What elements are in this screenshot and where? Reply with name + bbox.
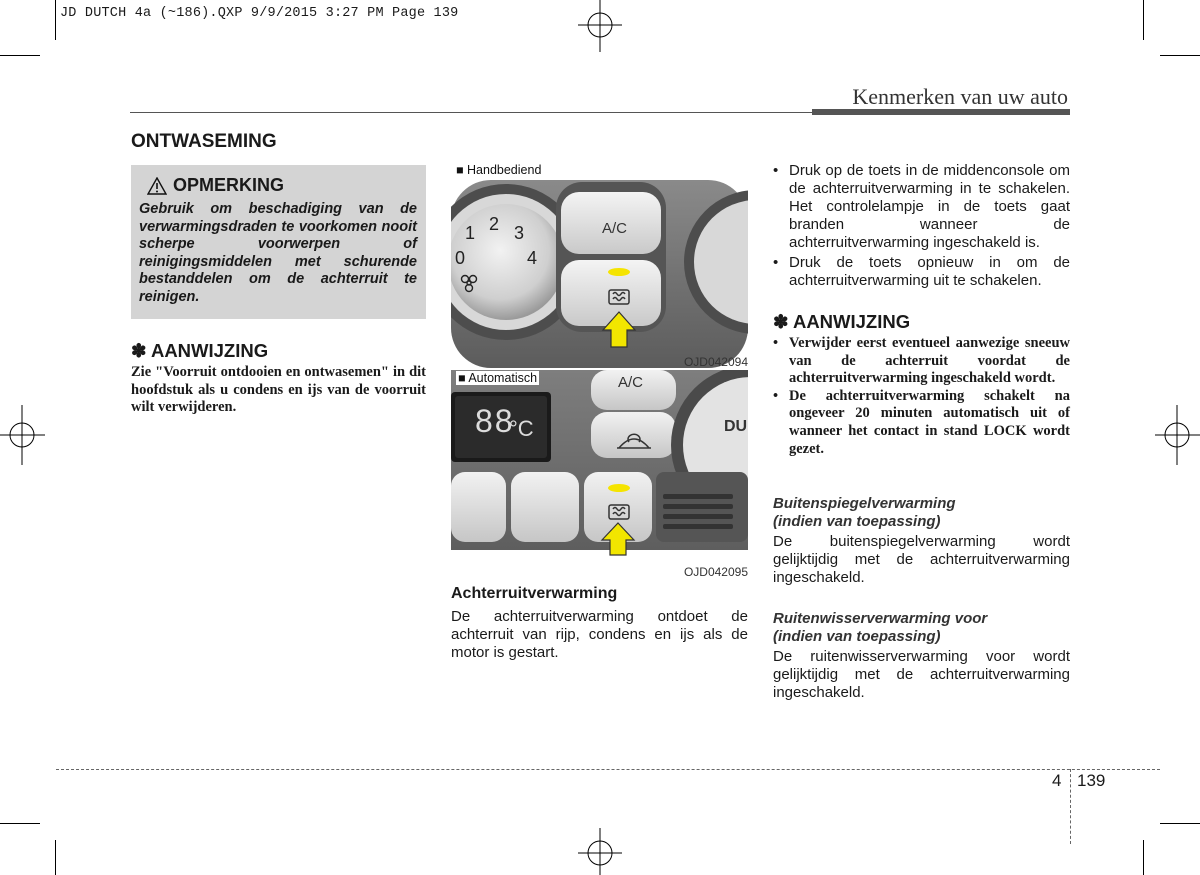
tip-right-title: ✽ AANWIJZING [773, 311, 911, 332]
ac-button-label: A/C [602, 220, 628, 237]
tip-left-body: Zie "Voorruit ontdooien en ontwasemen" in dit hoofdstuk als u condens en ijs van de voorruit wilt verwijderen. [131, 364, 426, 416]
crop-mark [1143, 0, 1144, 40]
section-title: ONTWASEMING [131, 131, 277, 152]
notice-box [131, 165, 426, 319]
crop-mark [1160, 55, 1200, 56]
mirror-heading-2: (indien van toepassing) [773, 513, 941, 530]
registration-mark-top [570, 0, 630, 60]
registration-mark-right [1155, 405, 1200, 465]
manual-climate-panel-image [451, 162, 748, 368]
list-item: • De achterruitverwarming schakelt na ongeveer 20 minuten automatisch uit of wanneer het contact in stand LOCK wordt gezet. [773, 388, 1070, 458]
footer-dashed-rule [56, 769, 1160, 770]
knob-number-3: 3 [514, 223, 525, 243]
rear-defrost-body: De achterruitverwarming ontdoet de achterruit van rijp, condens en ijs als de motor is gestart. [451, 608, 748, 661]
list-item: • Verwijder eerst eventueel aanwezige sneeuw van de achterruit voordat de achterruitverwarming ingeschakeld wordt. [773, 335, 1070, 388]
crop-mark [1160, 823, 1200, 824]
crop-mark [0, 55, 40, 56]
knob-label-dual: DU [724, 418, 748, 435]
photo-label-manual: ■ Handbediend [456, 163, 542, 177]
wiper-heading-1: Ruitenwisserverwarming voor [773, 610, 988, 627]
crop-mark [55, 840, 56, 875]
display-unit: °C [509, 416, 534, 441]
photo-label-automatic: ■ Automatisch [458, 371, 538, 385]
registration-mark-bottom [570, 820, 630, 875]
knob-number-2: 2 [489, 214, 500, 234]
crop-mark [55, 0, 56, 40]
display-digits: 88 [475, 403, 515, 439]
rear-defrost-bullets [773, 162, 1070, 290]
photo-manual [451, 162, 748, 368]
file-info: JD DUTCH 4a (~186).QXP 9/9/2015 3:27 PM Page 139 [60, 6, 459, 21]
knob-number-4: 4 [527, 248, 538, 268]
ac-button-label-auto: A/C [618, 374, 644, 391]
automatic-climate-panel-image [451, 370, 748, 580]
chapter-number: 4 [1052, 771, 1062, 790]
warning-triangle-icon [147, 177, 167, 195]
list-item: • Druk de toets opnieuw in om de achterruitverwarming uit te schakelen. [773, 254, 1070, 290]
mirror-heading-1: Buitenspiegelverwarming [773, 495, 956, 512]
header-rule-thick [812, 109, 1070, 115]
footer-dashed-vertical [1070, 769, 1071, 844]
chapter-title: Kenmerken van uw auto [852, 84, 1068, 109]
tip-right-list [773, 335, 1070, 458]
mirror-body: De buitenspiegelverwarming wordt gelijktijdig met de achterruitverwarming ingeschakeld. [773, 533, 1070, 586]
rear-defrost-heading: Achterruitverwarming [451, 585, 618, 602]
tip-left-title: ✽ AANWIJZING [131, 340, 269, 361]
knob-number-0: 0 [455, 248, 466, 268]
wiper-body: De ruitenwisserverwarming voor wordt gelijktijdig met de achterruitverwarming ingeschakeld. [773, 648, 1070, 701]
knob-number-1: 1 [465, 223, 476, 243]
page-number: 139 [1077, 771, 1106, 790]
photo-code-manual: OJD042094 [683, 355, 748, 368]
crop-mark [1143, 840, 1144, 875]
notice-heading [147, 175, 284, 196]
wiper-heading-2: (indien van toepassing) [773, 628, 941, 645]
list-item: • Druk op de toets in de middenconsole om de achterruitverwarming in te schakelen. Het controlelampje in de toets gaat branden wanneer de achterruitverwarming ingeschakeld is. [773, 162, 1070, 252]
registration-mark-left [0, 405, 45, 465]
notice-body: Gebruik om beschadiging van de verwarmingsdraden te voorkomen nooit scherpe voorwerpen of reinigingsmiddelen met schurende bestanddelen om de achterruit te reinigen. [139, 201, 417, 305]
crop-mark [0, 823, 40, 824]
notice-title: OPMERKING [173, 175, 285, 195]
photo-code-automatic: OJD042095 [683, 565, 748, 579]
photo-automatic [451, 370, 748, 580]
